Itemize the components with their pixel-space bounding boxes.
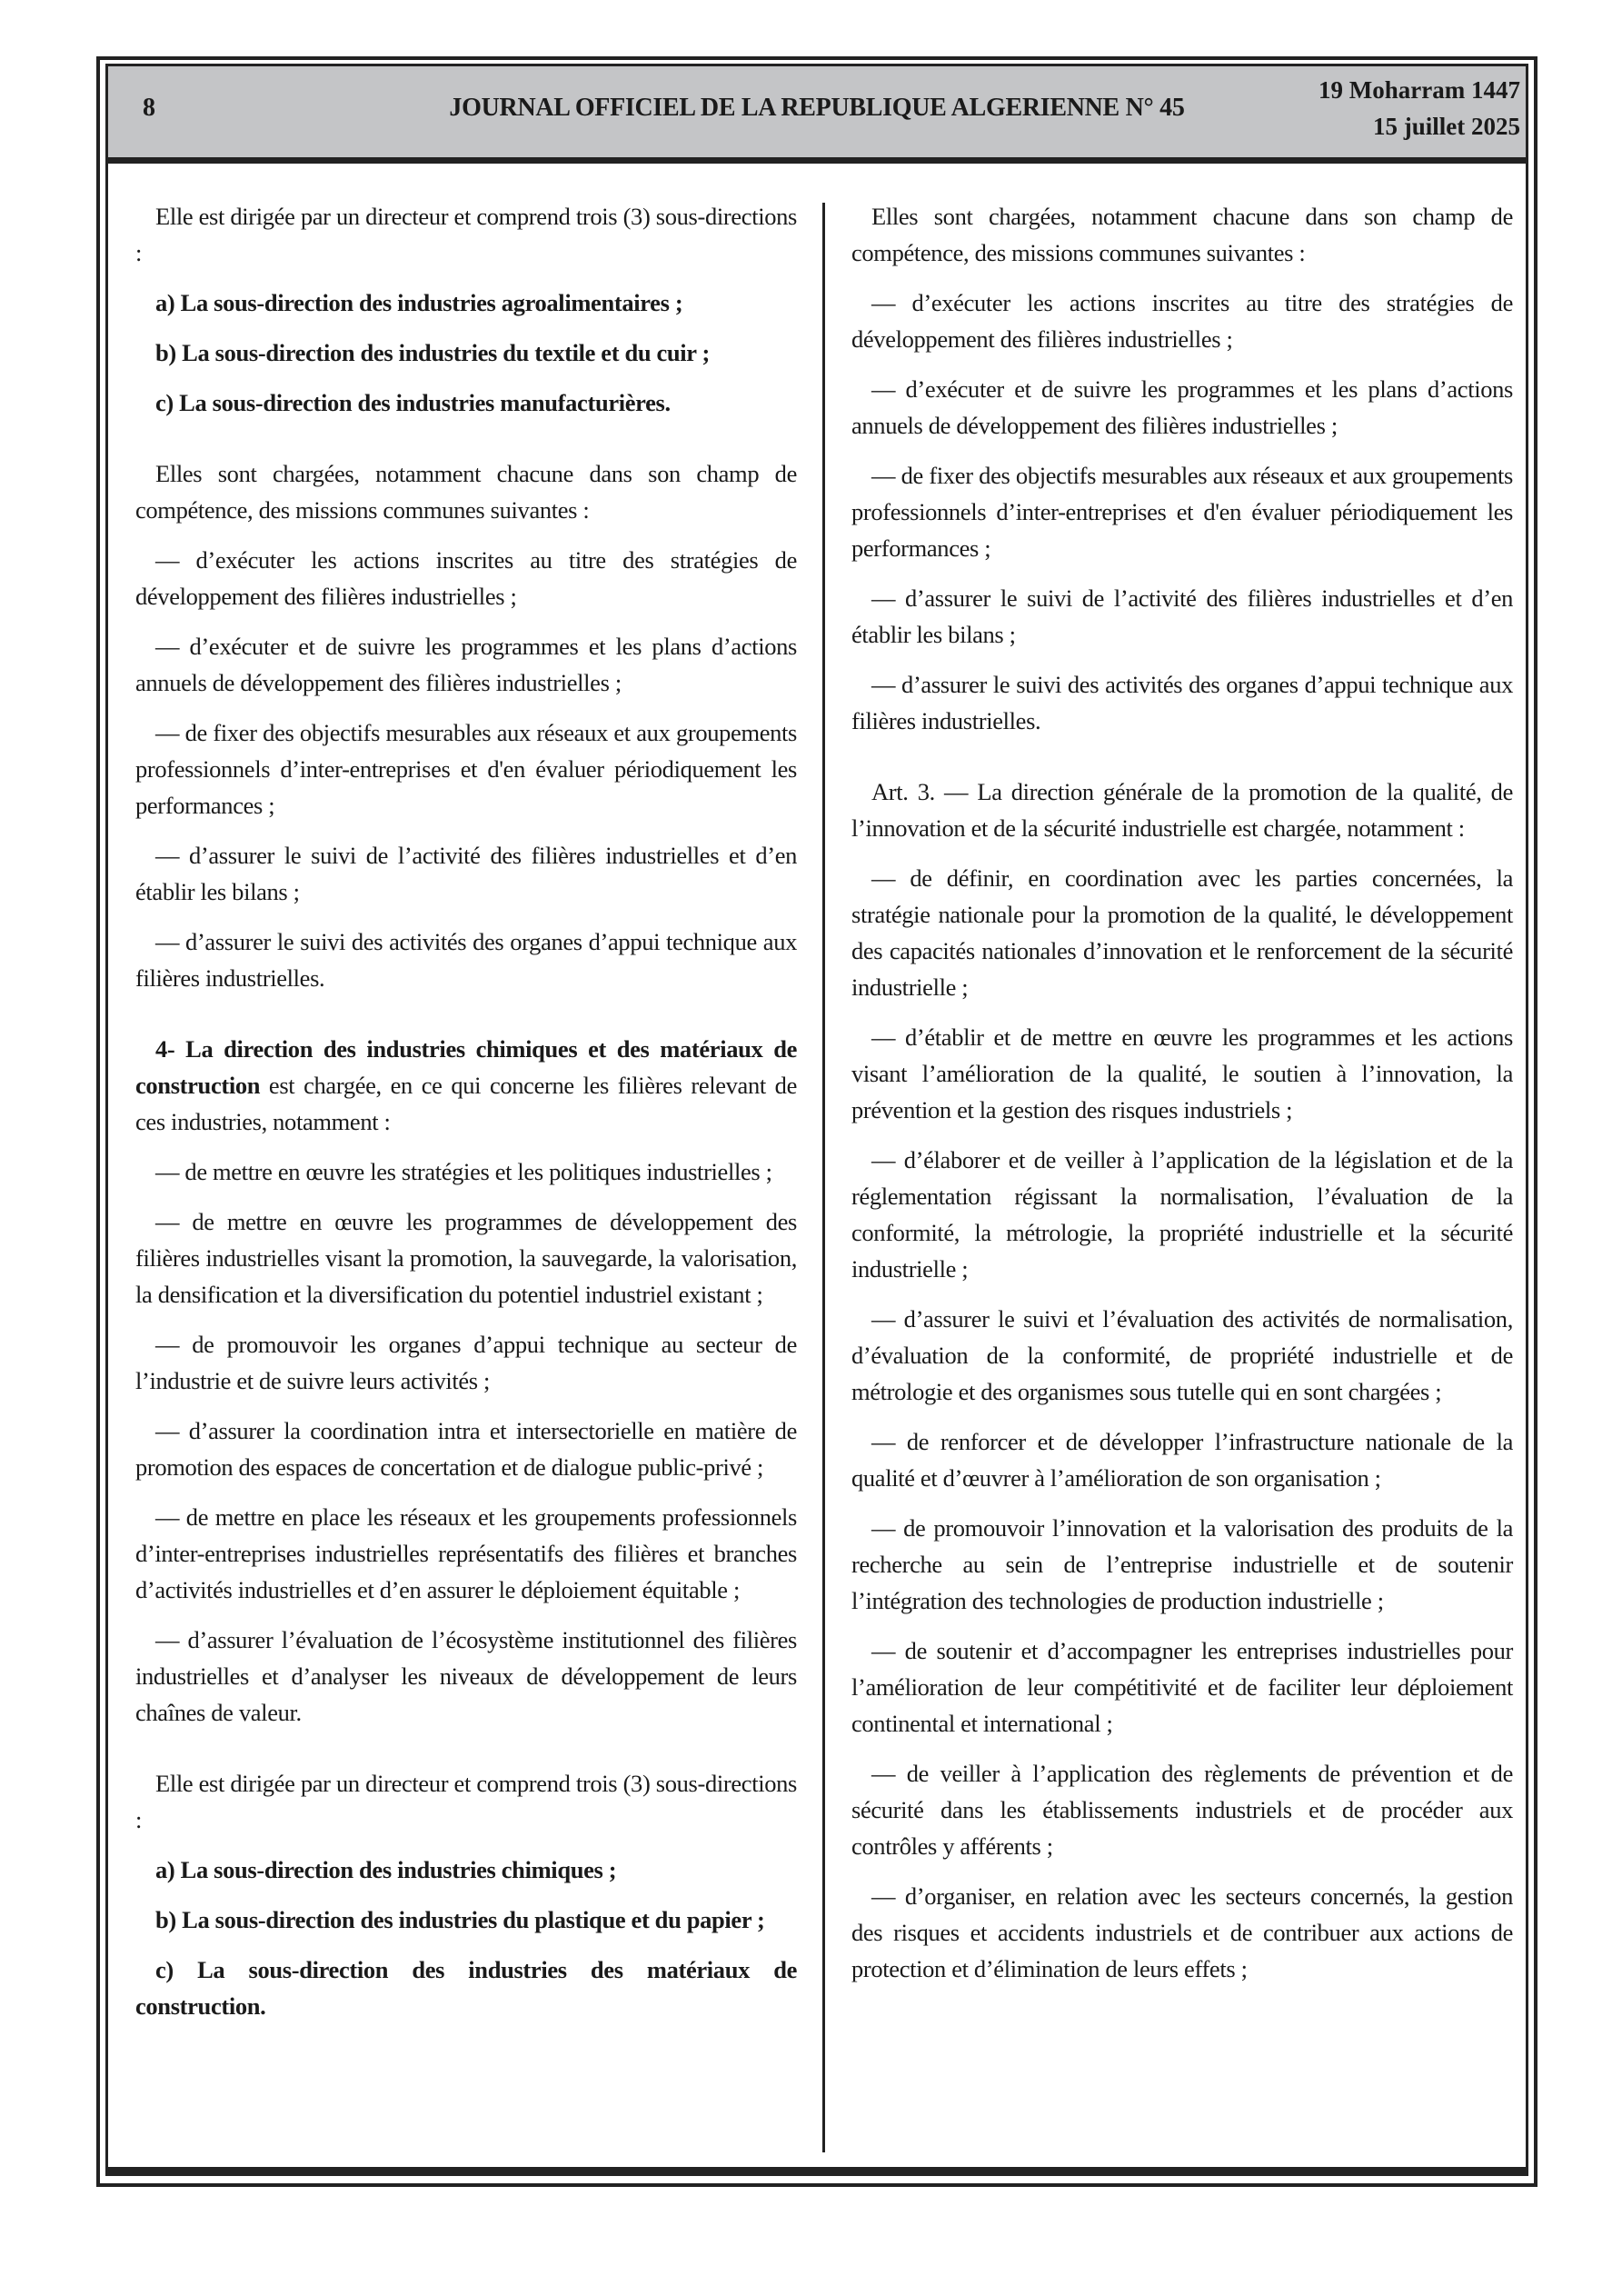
paragraph [135,455,797,528]
paragraph [135,923,797,996]
paragraph-text: — d’exécuter les actions inscrites au titre des stratégies de développement des filières industrielles ; [851,289,1513,353]
paragraph-text: — d’exécuter et de suivre les programmes et les plans d’actions annuels de développement des filières industrielles ; [851,375,1513,439]
paragraph-text: — d’assurer l’évaluation de l’écosystème institutionnel des filières industrielles et d’analyser les niveaux de développement de leurs chaînes de valeur. [135,1626,797,1726]
paragraph-text: b) La sous-direction des industries du textile et du cuir ; [155,339,710,366]
paragraph [135,1902,797,1938]
paragraph [135,1952,797,2024]
paragraph-text: — de renforcer et de développer l’infrastructure nationale de la qualité et d’œuvrer à l’amélioration de son organisation ; [851,1428,1513,1492]
paragraph-text: c) La sous-direction des industries des matériaux de construction. [135,1956,797,2020]
paragraph [851,1878,1513,1987]
paragraph-text: — d’exécuter et de suivre les programmes et les plans d’actions annuels de développement des filières industrielles ; [135,633,797,696]
paragraph-text: — de définir, en coordination avec les parties concernées, la stratégie nationale pour la promotion de la qualité, le développement des capacités nationales d’innovation et le renforcement de la sécurité industrielle ; [851,864,1513,1001]
paragraph [851,1301,1513,1410]
paragraph [851,580,1513,653]
paragraph-text: — de promouvoir l’innovation et la valorisation des produits de la recherche au sein de l’entreprise industrielle et de soutenir l’intégration des technologies de production industrielle ; [851,1514,1513,1614]
paragraph [851,457,1513,566]
paragraph-text: — d’assurer la coordination intra et intersectorielle en matière de promotion des espaces de concertation et de dialogue public-privé ; [135,1417,797,1481]
paragraph [851,1019,1513,1128]
paragraph-text: a) La sous-direction des industries chimiques ; [155,1856,617,1883]
paragraph [135,1413,797,1485]
paragraph-text: — de soutenir et d’accompagner les entreprises industrielles pour l’amélioration de leur compétitivité et de faciliter leur déploiement continental et international ; [851,1637,1513,1737]
paragraph-text: b) La sous-direction des industries du plastique et du papier ; [155,1906,765,1933]
paragraph-text: — de fixer des objectifs mesurables aux réseaux et aux groupements professionnels d’inter-entreprises et d'en évaluer périodiquement les performances ; [851,462,1513,562]
paragraph [135,384,797,421]
paragraph [135,1326,797,1399]
paragraph-text: — de mettre en place les réseaux et les groupements professionnels d’inter-entreprises industrielles représentatifs des filières et branches d’activités industrielles et d’en assurer le déploiement équitable ; [135,1503,797,1603]
paragraph [135,542,797,614]
left-column [135,198,797,2038]
paragraph-text: — d’élaborer et de veiller à l’application de la législation et de la réglementation régissant la normalisation, l’évaluation de la conformité, la métrologie, la propriété industrielle et la sécurité industrielle ; [851,1146,1513,1283]
paragraph-text: a) La sous-direction des industries agroalimentaires ; [155,289,683,316]
paragraph-text: — de fixer des objectifs mesurables aux réseaux et aux groupements professionnels d’inter-entreprises et d'en évaluer périodiquement les performances ; [135,719,797,819]
paragraph-text: — d’assurer le suivi des activités des organes d’appui technique aux filières industrielles. [851,671,1513,734]
paragraph-text: — d’assurer le suivi de l’activité des filières industrielles et d’en établir les bilans ; [135,842,797,905]
column-divider [822,203,825,2152]
paragraph [851,666,1513,739]
journal-title: JOURNAL OFFICIEL DE LA REPUBLIQUE ALGERIENNE N° 45 [449,94,1185,122]
paragraph [135,334,797,371]
paragraph [851,198,1513,271]
paragraph [135,1031,797,1140]
paragraph [851,1632,1513,1742]
paragraph [135,1852,797,1888]
paragraph-text: — d’exécuter les actions inscrites au titre des stratégies de développement des filières industrielles ; [135,546,797,610]
paragraph [135,1203,797,1313]
page-number: 8 [143,94,155,122]
paragraph-text: — d’assurer le suivi des activités des organes d’appui technique aux filières industrielles. [135,928,797,992]
paragraph [851,1142,1513,1287]
paragraph-text: — de mettre en œuvre les programmes de développement des filières industrielles visant la promotion, la sauvegarde, la valorisation, la densification et la diversification du potentiel industriel existant ; [135,1208,797,1308]
paragraph-text: — de mettre en œuvre les stratégies et les politiques industrielles ; [155,1158,772,1185]
paragraph-text: — d’assurer le suivi et l’évaluation des activités de normalisation, d’évaluation de la conformité, de propriété industrielle et de métrologie et des organismes sous tutelle qui en sont chargées ; [851,1305,1513,1405]
date-hijri: 19 Moharram 1447 [1318,76,1520,104]
paragraph [135,1622,797,1731]
paragraph [851,371,1513,444]
paragraph-text: est chargée, en ce qui concerne les filières relevant de ces industries, notamment : [135,1072,797,1135]
paragraph [135,285,797,321]
paragraph-text: Elles sont chargées, notamment chacune dans son champ de compétence, des missions communes suivantes : [851,203,1513,266]
right-column [851,198,1513,2001]
page-inner-frame [105,64,1528,2176]
paragraph [851,860,1513,1005]
date-gregorian: 15 juillet 2025 [1373,113,1520,140]
paragraph [135,198,797,271]
paragraph [135,714,797,824]
paragraph-text: Elle est dirigée par un directeur et comprend trois (3) sous-directions : [135,203,797,266]
paragraph-text: Elle est dirigée par un directeur et comprend trois (3) sous-directions : [135,1770,797,1833]
paragraph [851,1510,1513,1619]
paragraph [851,1423,1513,1496]
issue-date [1318,72,1520,145]
paragraph [135,1765,797,1838]
paragraph [135,1153,797,1190]
journal-header [108,66,1526,164]
page-frame [96,56,1537,2187]
paragraph [851,285,1513,357]
paragraph-text: Elles sont chargées, notamment chacune dans son champ de compétence, des missions communes suivantes : [135,460,797,524]
paragraph-lead: 4- La direction des industries chimiques et des matériaux de construction [135,1035,797,1099]
paragraph-text: — d’organiser, en relation avec les secteurs concernés, la gestion des risques et accidents industriels et de contribuer aux actions de protection et d’élimination de leurs effets ; [851,1882,1513,1982]
paragraph [135,1499,797,1608]
paragraph-text: c) La sous-direction des industries manufacturières. [155,389,671,416]
paragraph-text: Art. 3. — La direction générale de la promotion de la qualité, de l’innovation et de la sécurité industrielle est chargée, notamment : [851,778,1513,842]
paragraph-text: — d’établir et de mettre en œuvre les programmes et les actions visant l’amélioration de la qualité, le soutien à l’innovation, la prévention et la gestion des risques industriels ; [851,1023,1513,1123]
paragraph-text: — de promouvoir les organes d’appui technique au secteur de l’industrie et de suivre leurs activités ; [135,1331,797,1394]
paragraph [135,837,797,910]
paragraph [851,1755,1513,1864]
paragraph [135,628,797,701]
paragraph-text: — d’assurer le suivi de l’activité des filières industrielles et d’en établir les bilans ; [851,584,1513,648]
paragraph-text: — de veiller à l’application des règlements de prévention et de sécurité dans les établissements industriels et de procéder aux contrôles y afférents ; [851,1760,1513,1860]
paragraph [851,774,1513,846]
